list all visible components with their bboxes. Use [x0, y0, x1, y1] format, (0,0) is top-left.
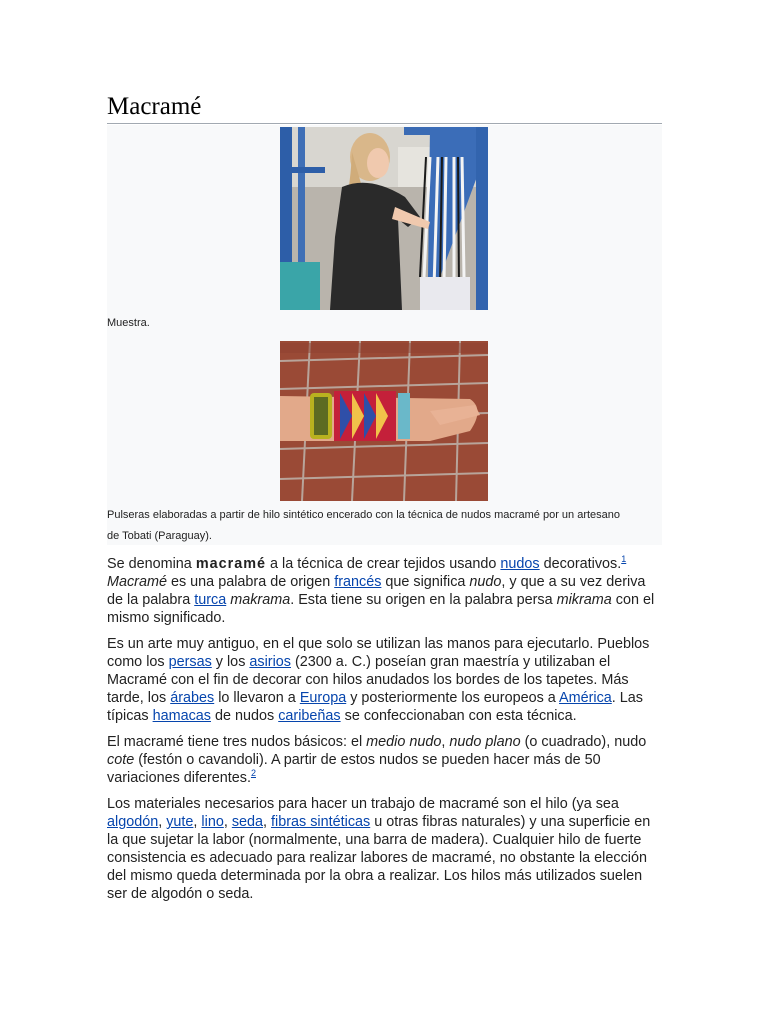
text: , y que a su vez deriva de la palabra — [107, 574, 646, 608]
link-persas[interactable]: persas — [168, 654, 212, 670]
link-algodon[interactable]: algodón — [107, 814, 159, 830]
link-america[interactable]: América — [559, 690, 612, 706]
link-seda[interactable]: seda — [231, 814, 264, 830]
link-hamacas[interactable]: hamacas — [152, 708, 211, 724]
text: , — [223, 814, 232, 830]
link-arabes[interactable]: árabes — [170, 690, 215, 706]
infobox-caption-2: Pulseras elaboradas a partir de hilo sintético encerado con la técnica de nudos macramé por un artesano de Tobati (Paraguay). — [107, 509, 621, 542]
paragraph-4 — [107, 795, 662, 903]
text: (festón o cavandoli). A partir de estos nudos se pueden hacer más de 50 variaciones diferentes. — [107, 752, 601, 786]
link-turca[interactable]: turca — [194, 592, 227, 608]
text: a la técnica de crear tejidos usando — [266, 556, 501, 572]
ref-link-1[interactable]: 1 — [621, 554, 627, 565]
text: con el mismo significado. — [107, 592, 655, 626]
link-asirios[interactable]: asirios — [249, 654, 291, 670]
text: es una palabra de origen — [166, 574, 335, 590]
text: que significa — [381, 574, 470, 590]
macrame-bracelet-photo[interactable] — [280, 341, 488, 501]
infobox — [107, 125, 662, 545]
text: u otras fibras naturales) y una superficie en la que sujetar la labor (normalmente, una barra de madera). Cualquier hilo de fuerte consistencia es adecuado para realizar labores de macramé, no obstante la elección del mismo queda determinada por la obra a realizar. Los hilos más utilizados suelen ser de algodón o seda. — [107, 814, 651, 902]
link-fibras-sinteticas[interactable]: fibras sintéticas — [271, 814, 371, 830]
link-caribenas[interactable]: caribeñas — [278, 708, 341, 724]
term-medio-nudo: medio nudo — [366, 734, 442, 750]
text: Los materiales necesarios para hacer un trabajo de macramé son el hilo (ya sea — [107, 796, 619, 812]
article-body — [107, 555, 662, 911]
link-nudos[interactable]: nudos — [500, 556, 540, 572]
link-yute[interactable]: yute — [166, 814, 194, 830]
infobox-caption-1: Muestra. — [107, 317, 150, 329]
text: lo llevaron a — [214, 690, 300, 706]
text: . Esta tiene su origen en la palabra persa — [290, 592, 557, 608]
page-title: Macramé — [107, 93, 202, 120]
text: , — [158, 814, 167, 830]
link-europa[interactable]: Europa — [299, 690, 347, 706]
text: El macramé tiene tres nudos básicos: el — [107, 734, 367, 750]
text: (2300 a. C.) poseían gran maestría y utilizaban el Macramé con el fin de decorar con hilos anudados los bordes de los tapetes. Más tarde, los — [107, 654, 629, 706]
reference-2 — [251, 768, 256, 778]
term-nudo-plano: nudo plano — [449, 734, 521, 750]
term-mikrama: mikrama — [556, 592, 612, 608]
paragraph-3 — [107, 733, 662, 787]
text: de nudos — [211, 708, 279, 724]
macrame-woman-photo[interactable] — [280, 127, 488, 310]
term-macrame: Macramé — [107, 574, 167, 590]
text: se confeccionaban con esta técnica. — [340, 708, 577, 724]
term-nudo: nudo — [469, 574, 502, 590]
text: . Las típicas — [107, 690, 643, 724]
text: decorativos. — [539, 556, 622, 572]
term-cote: cote — [107, 752, 135, 768]
text: , — [263, 814, 272, 830]
keyword-macrame: macramé — [195, 556, 267, 572]
link-lino[interactable]: lino — [201, 814, 224, 830]
link-frances[interactable]: francés — [334, 574, 382, 590]
paragraph-2 — [107, 635, 662, 725]
ref-link-2[interactable]: 2 — [250, 768, 256, 779]
text: , — [193, 814, 202, 830]
text: , — [441, 734, 450, 750]
text: Se denomina — [107, 556, 196, 572]
text: Es un arte muy antiguo, en el que solo se utilizan las manos para ejecutarlo. Pueblos como los — [107, 636, 650, 670]
text: (o cuadrado), nudo — [520, 734, 647, 750]
title-divider — [107, 123, 662, 124]
paragraph-1 — [107, 555, 662, 627]
text: y posteriormente los europeos a — [346, 690, 560, 706]
text: y los — [211, 654, 250, 670]
term-makrama: makrama — [230, 592, 291, 608]
reference-1 — [621, 554, 626, 564]
